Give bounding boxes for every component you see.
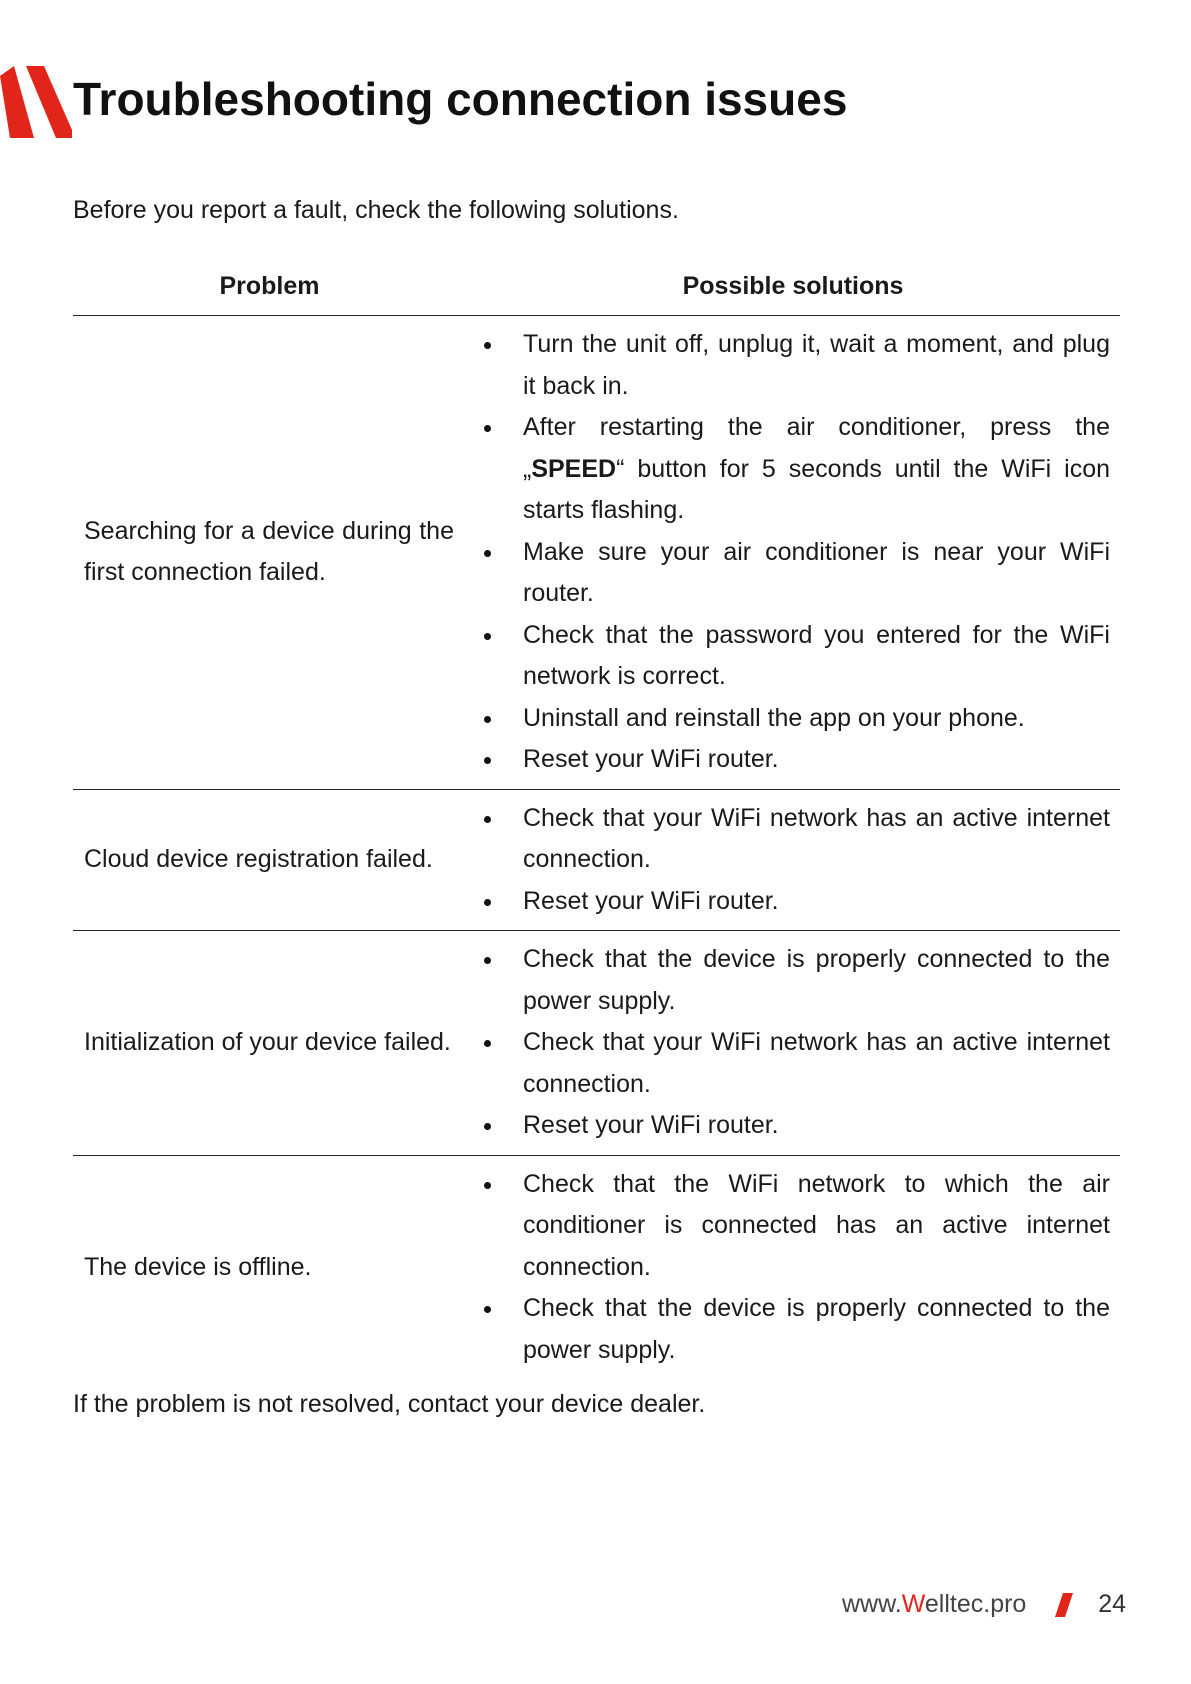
table-header-row bbox=[73, 268, 1120, 316]
list-item: Reset your WiFi router. bbox=[466, 1105, 1120, 1147]
list-item: Turn the unit off, unplug it, wait a moment, and plug it back in. bbox=[466, 324, 1120, 407]
list-item: Check that your WiFi network has an active internet connection. bbox=[466, 1022, 1120, 1105]
speed-button-label: SPEED bbox=[531, 454, 617, 483]
table-row bbox=[73, 931, 1120, 1156]
solutions-cell bbox=[466, 316, 1120, 790]
list-item: Check that the device is properly connected to the power supply. bbox=[466, 1288, 1120, 1371]
solutions-list bbox=[466, 939, 1120, 1147]
problem-cell: Cloud device registration failed. bbox=[73, 789, 466, 931]
website-link[interactable]: www.Welltec.pro bbox=[842, 1590, 1027, 1618]
list-item: Check that the WiFi network to which the air conditioner is connected has an active internet connection. bbox=[466, 1164, 1120, 1289]
list-item: After restarting the air conditioner, press the „SPEED“ button for 5 seconds until the WiFi icon starts flashing. bbox=[466, 407, 1120, 532]
list-item: Make sure your air conditioner is near your WiFi router. bbox=[466, 532, 1120, 615]
page-footer bbox=[842, 1590, 1126, 1619]
list-item: Reset your WiFi router. bbox=[466, 739, 1120, 781]
problem-cell: Searching for a device during the first connection failed. bbox=[73, 316, 466, 790]
solutions-column-header: Possible solutions bbox=[466, 268, 1120, 316]
solutions-cell bbox=[466, 789, 1120, 931]
solutions-list bbox=[466, 324, 1120, 781]
brand-stripe-icon bbox=[0, 66, 72, 138]
troubleshooting-table bbox=[73, 268, 1120, 1379]
table-row bbox=[73, 316, 1120, 790]
solutions-list bbox=[466, 1164, 1120, 1372]
outro-text: If the problem is not resolved, contact your device dealer. bbox=[73, 1390, 706, 1418]
page-title: Troubleshooting connection issues bbox=[73, 73, 848, 125]
list-item: Check that the password you entered for the WiFi network is correct. bbox=[466, 615, 1120, 698]
list-item: Check that your WiFi network has an active internet connection. bbox=[466, 798, 1120, 881]
problem-cell: Initialization of your device failed. bbox=[73, 931, 466, 1156]
list-item: Reset your WiFi router. bbox=[466, 881, 1120, 923]
solutions-cell bbox=[466, 931, 1120, 1156]
slash-divider-icon bbox=[1055, 1593, 1073, 1617]
list-item: Uninstall and reinstall the app on your phone. bbox=[466, 698, 1120, 740]
page-number: 24 bbox=[1098, 1590, 1127, 1618]
table-row bbox=[73, 789, 1120, 931]
table-row bbox=[73, 1155, 1120, 1379]
intro-text: Before you report a fault, check the following solutions. bbox=[73, 196, 679, 224]
problem-column-header: Problem bbox=[73, 268, 466, 316]
problem-cell: The device is offline. bbox=[84, 1252, 312, 1281]
solutions-cell bbox=[466, 1155, 1120, 1379]
solutions-list bbox=[466, 798, 1120, 923]
list-item: Check that the device is properly connected to the power supply. bbox=[466, 939, 1120, 1022]
